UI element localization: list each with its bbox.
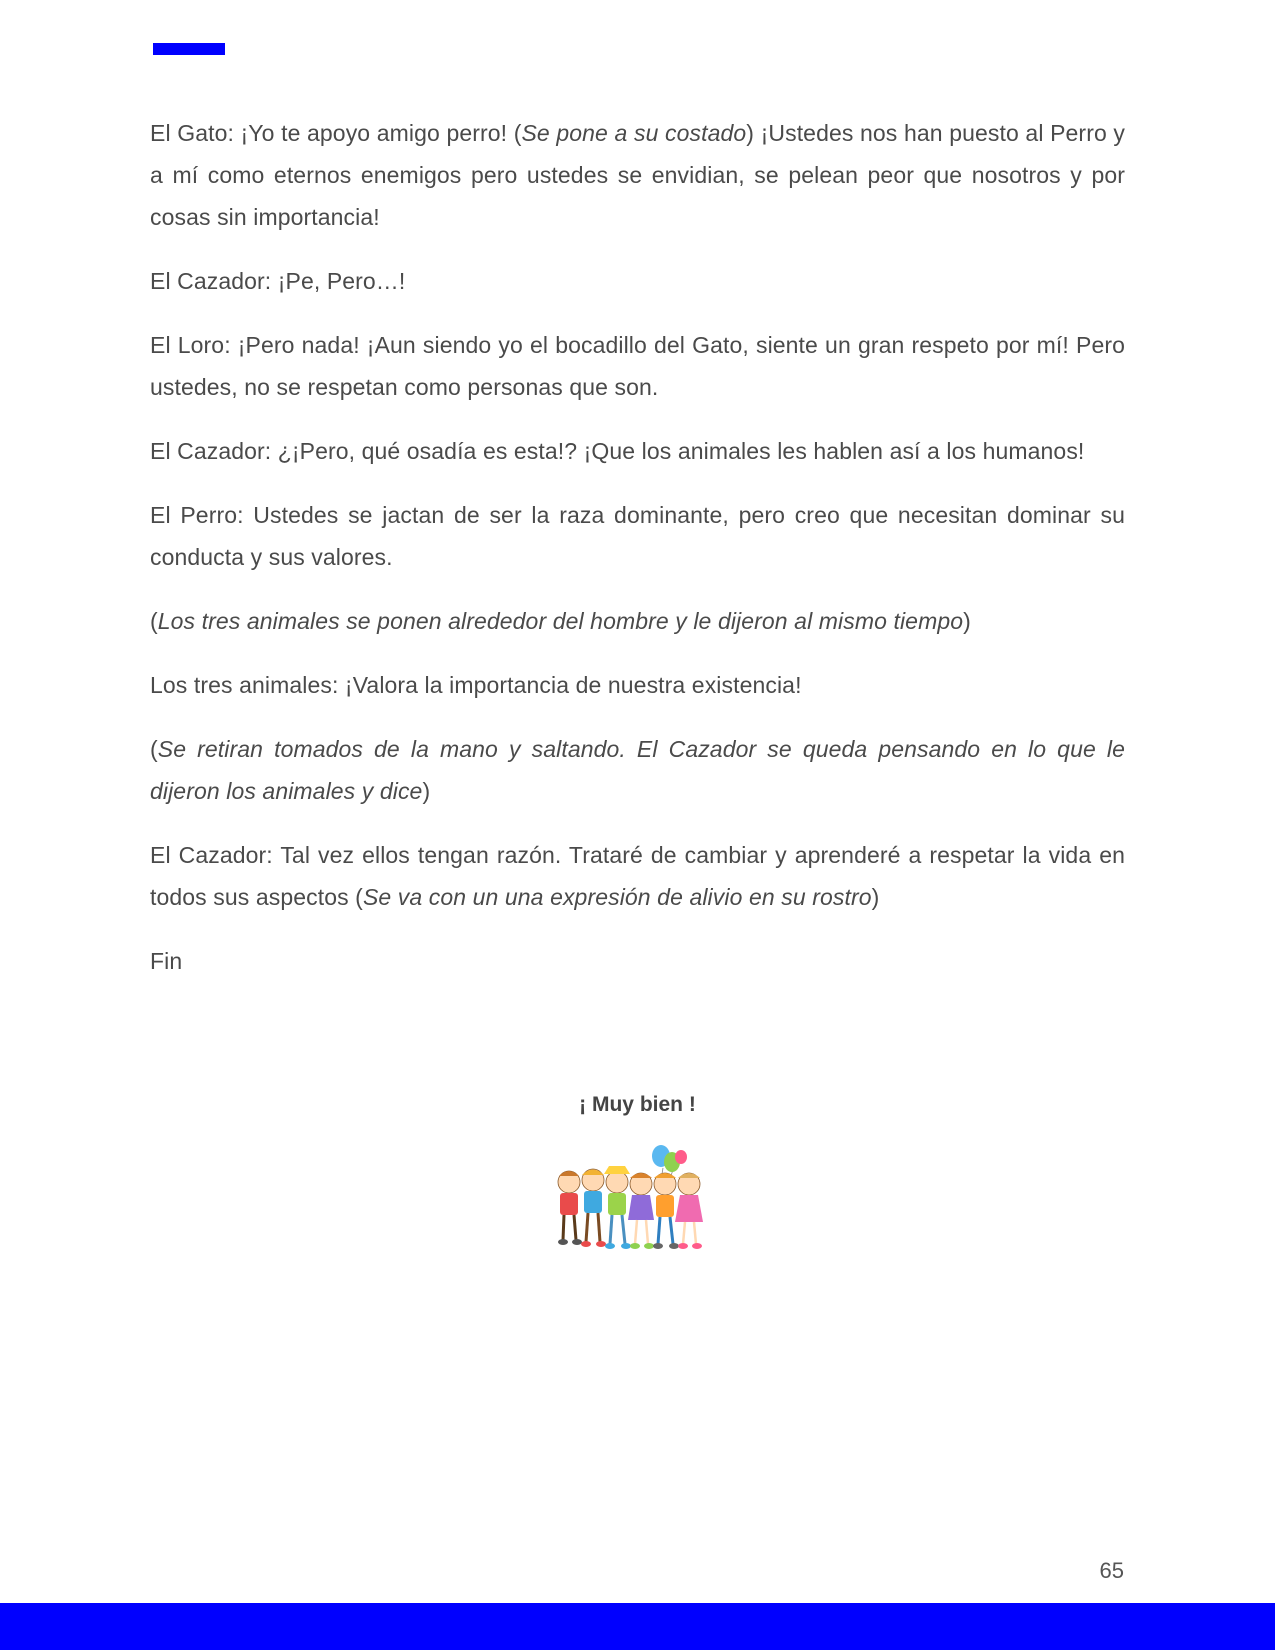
dialogue-paragraph: [150, 112, 1125, 238]
dialogue-paragraph: [150, 430, 1125, 472]
dialogue-text: Fin: [150, 948, 183, 974]
dialogue-text: (: [150, 736, 158, 762]
stage-direction: Se retiran tomados de la mano y saltando. El Cazador se queda pensando en lo que le dijeron los animales y dice: [150, 736, 1125, 804]
dialogue-text: El Cazador: ¿¡Pero, qué osadía es esta!? ¡Que los animales les hablen así a los humanos!: [150, 438, 1085, 464]
dialogue-paragraph: [150, 834, 1125, 918]
dialogue-text: El Gato: ¡Yo te apoyo amigo perro! (: [150, 120, 522, 146]
dialogue-paragraph: [150, 664, 1125, 706]
dialogue-text: ): [963, 608, 971, 634]
dialogue-paragraph: [150, 940, 1125, 982]
kid-figures: [558, 1166, 703, 1249]
dialogue-paragraph: [150, 324, 1125, 408]
dialogue-text: El Perro: Ustedes se jactan de ser la raza dominante, pero creo que necesitan dominar su conducta y sus valores.: [150, 502, 1125, 570]
document-body: [150, 112, 1125, 1004]
dialogue-text: Los tres animales: ¡Valora la importancia de nuestra existencia!: [150, 672, 802, 698]
top-accent-bar: [153, 43, 225, 55]
stage-direction: Se va con un una expresión de alivio en su rostro: [362, 884, 872, 910]
dialogue-text: El Cazador: Tal vez ellos tengan razón. Trataré de cambiar y aprenderé a respetar la vida en todos sus aspectos (: [150, 842, 1125, 910]
dialogue-text: (: [150, 608, 158, 634]
dialogue-text: El Loro: ¡Pero nada! ¡Aun siendo yo el bocadillo del Gato, siente un gran respeto por mí! Pero ustedes, no se respetan como personas que son.: [150, 332, 1125, 400]
stage-direction: Se pone a su costado: [521, 120, 747, 146]
dialogue-paragraph: [150, 260, 1125, 302]
bottom-accent-bar: [0, 1603, 1275, 1650]
dialogue-text: ): [422, 778, 431, 804]
page-number: 65: [1099, 1558, 1124, 1583]
stage-direction: Los tres animales se ponen alrededor del hombre y le dijeron al mismo tiempo: [157, 608, 964, 634]
dialogue-text: ) ¡Ustedes nos han puesto al Perro y a mí como eternos enemigos pero ustedes se envidian, se pelean peor que nosotros y por cosas sin importancia!: [150, 120, 1126, 230]
children-illustration: [555, 1140, 710, 1258]
dialogue-paragraph: [150, 494, 1125, 578]
dialogue-text: ): [871, 884, 880, 910]
closing-text: ¡ Muy bien !: [579, 1093, 696, 1116]
dialogue-paragraph: [150, 728, 1125, 812]
dialogue-text: El Cazador: ¡Pe, Pero…!: [150, 268, 406, 294]
dialogue-paragraph: [150, 600, 1125, 642]
